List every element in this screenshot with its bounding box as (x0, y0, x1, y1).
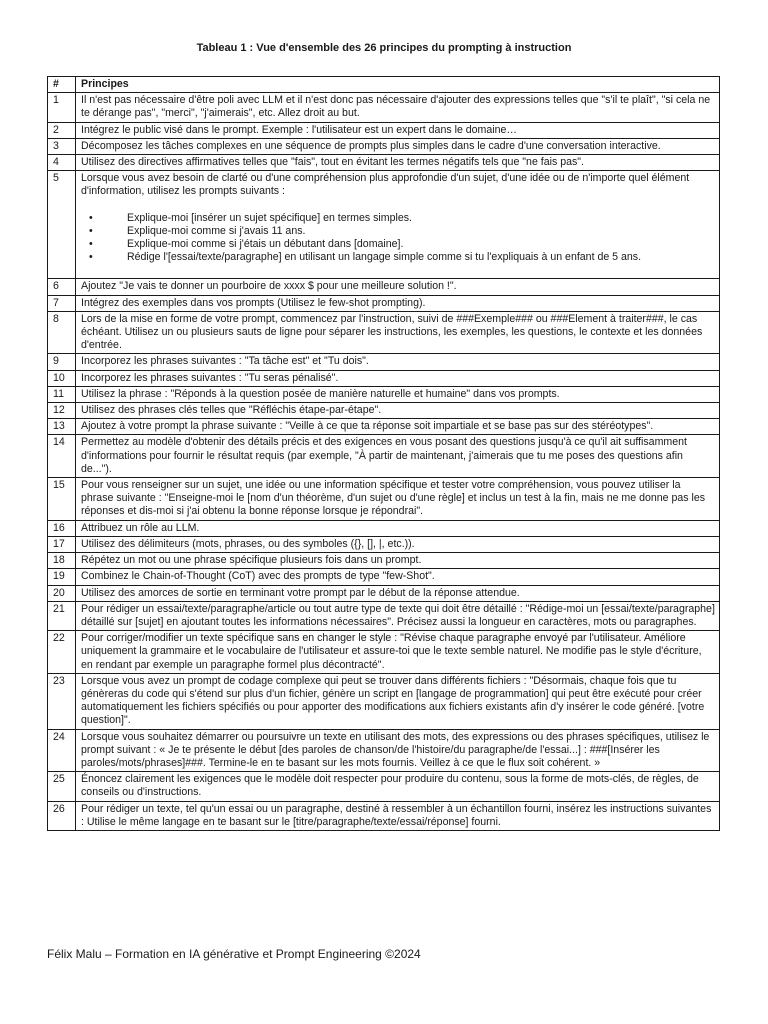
header-number: # (48, 77, 76, 93)
table-row (48, 601, 720, 630)
table-row (48, 772, 720, 801)
principle-text: Pour rédiger un essai/texte/paragraphe/article ou tout autre type de texte qui doit être détaillé : "Rédige-moi un [essai/texte/paragraphe] détaillé sur [sujet] en ajoutant toutes les informations nécessaires". Précisez aussi la longueur en caractères, mots ou paragraphes. (81, 602, 715, 628)
principle-text: Pour corriger/modifier un texte spécifique sans en changer le style : "Révise chaque paragraphe envoyé par l'utilisateur. Améliore uniquement la grammaire et le vocabulaire de l'utilisateur et assure-toi que le texte semble naturel. Ne modifie pas le style d'écriture, en rendant par exemple un paragraphe formel plus décontracté". (81, 632, 702, 671)
principle-text: Incorporez les phrases suivantes : "Ta tâche est" et "Tu dois". (81, 355, 369, 368)
table-title: Tableau 1 : Vue d'ensemble des 26 principes du prompting à instruction (196, 42, 572, 54)
table-row (48, 536, 720, 552)
principle-number: 18 (48, 553, 76, 569)
principle-number: 23 (48, 673, 76, 729)
principle-bullet-item: • Rédige l'[essai/texte/paragraphe] en utilisant un langage simple comme si tu l'expliquais à un enfant de 5 ans. (81, 251, 715, 264)
principle-number: 12 (48, 403, 76, 419)
principle-text: Ajoutez à votre prompt la phrase suivante : "Veille à ce que ta réponse soit impartiale et se base pas sur des stéréotypes". (81, 420, 654, 433)
principle-cell (76, 419, 720, 435)
principle-cell (76, 386, 720, 402)
table-row (48, 520, 720, 536)
table-row (48, 311, 720, 354)
principle-cell (76, 403, 720, 419)
principle-cell (76, 569, 720, 585)
table-header-row (48, 77, 720, 93)
principle-cell (76, 295, 720, 311)
table-row (48, 370, 720, 386)
principle-cell (76, 520, 720, 536)
principle-text: Utilisez des délimiteurs (mots, phrases, ou des symboles ({}, [], |, etc.)). (81, 537, 415, 550)
principle-bullet-item: • Explique-moi comme si j'avais 11 ans. (81, 225, 715, 238)
principle-cell (76, 354, 720, 370)
principle-number: 20 (48, 585, 76, 601)
principle-number: 14 (48, 435, 76, 478)
principle-number: 17 (48, 536, 76, 552)
principle-cell (76, 673, 720, 729)
principle-cell (76, 138, 720, 154)
table-row (48, 403, 720, 419)
table-row (48, 585, 720, 601)
principle-cell (76, 553, 720, 569)
table-row (48, 569, 720, 585)
table-row (48, 93, 720, 122)
principle-number: 15 (48, 478, 76, 521)
table-row (48, 279, 720, 295)
table-row (48, 419, 720, 435)
principle-text: Incorporez les phrases suivantes : "Tu seras pénalisé". (81, 371, 339, 384)
principle-text: Lorsque vous avez besoin de clarté ou d'une compréhension plus approfondie d'un sujet, d'une idée ou de n'importe quel élément d'information, utilisez les prompts suivants : (81, 172, 690, 198)
header-principles: Principes (76, 77, 720, 93)
principle-text: Pour rédiger un texte, tel qu'un essai ou un paragraphe, destiné à ressembler à un échantillon fourni, insérez les instructions suivantes : Utilise le même langage en te basant sur le [titre/paragraphe/texte/essai/réponse] fourni. (81, 802, 712, 828)
principle-cell (76, 311, 720, 354)
principle-number: 4 (48, 155, 76, 171)
table-body (48, 93, 720, 831)
principle-number: 5 (48, 171, 76, 279)
principle-text: Intégrez le public visé dans le prompt. Exemple : l'utilisateur est un expert dans le domaine… (81, 123, 518, 136)
principle-bullet-item: • Explique-moi comme si j'étais un débutant dans [domaine]. (81, 238, 715, 251)
principle-number: 8 (48, 311, 76, 354)
principle-number: 6 (48, 279, 76, 295)
table-row (48, 171, 720, 279)
principle-cell (76, 801, 720, 830)
principle-number: 2 (48, 122, 76, 138)
principle-number: 1 (48, 93, 76, 122)
table-row (48, 553, 720, 569)
principles-table (47, 76, 720, 831)
table-row (48, 155, 720, 171)
principle-cell (76, 585, 720, 601)
principle-text: Combinez le Chain-of-Thought (CoT) avec des prompts de type "few-Shot". (81, 570, 435, 583)
principle-number: 10 (48, 370, 76, 386)
principle-number: 19 (48, 569, 76, 585)
table-row (48, 122, 720, 138)
principle-text: Pour vous renseigner sur un sujet, une idée ou une information spécifique et tester votre compréhension, vous pouvez utiliser la phrase suivante : "Enseigne-moi le [nom d'un théorème, d'un sujet ou d'une règle] et inclus un test à la fin, mais ne me donne pas les réponses et dis-moi si j'ai obtenu la bonne réponse lorsque je répondrai". (81, 479, 706, 518)
principle-bullet-item: • Explique-moi [insérer un sujet spécifique] en termes simples. (81, 212, 715, 225)
principle-text: Lors de la mise en forme de votre prompt, commencez par l'instruction, suivi de ###Exemple### ou ###Element à traiter###, le cas échéant. Utilisez un ou plusieurs sauts de ligne pour séparer les instructions, les exemples, les questions, le contexte et les données d'entrée. (81, 312, 703, 352)
principle-cell (76, 729, 720, 772)
principle-text: Utilisez des phrases clés telles que "Réfléchis étape-par-étape". (81, 404, 382, 417)
principle-bullet-list (81, 212, 715, 265)
table-row (48, 435, 720, 478)
principle-number: 26 (48, 801, 76, 830)
table-row (48, 386, 720, 402)
principle-text: Permettez au modèle d'obtenir des détails précis et des exigences en vous posant des questions jusqu'à ce qu'il ait suffisamment d'informations pour fournir le résultat requis (par exemple, "À partir de maintenant, j'aimerais que tu me poses des questions afin de..."). (81, 436, 687, 475)
principle-text: Ajoutez "Je vais te donner un pourboire de xxxx $ pour une meilleure solution !". (81, 280, 457, 293)
table-row (48, 138, 720, 154)
principle-text: Utilisez des amorces de sortie en terminant votre prompt par le début de la réponse attendue. (81, 586, 520, 599)
principle-cell (76, 601, 720, 630)
table-row (48, 673, 720, 729)
principle-number: 13 (48, 419, 76, 435)
principle-cell (76, 155, 720, 171)
principle-cell (76, 370, 720, 386)
principle-cell (76, 171, 720, 279)
table-row (48, 801, 720, 830)
table-row (48, 478, 720, 521)
principle-text: Décomposez les tâches complexes en une séquence de prompts plus simples dans le cadre d'une conversation interactive. (81, 139, 661, 152)
principle-text: Énoncez clairement les exigences que le modèle doit respecter pour produire du contenu, sous la forme de mots-clés, de règles, de conseils ou d'instructions. (81, 773, 699, 799)
principle-number: 21 (48, 601, 76, 630)
principle-cell (76, 435, 720, 478)
principle-cell (76, 772, 720, 801)
principle-text: Intégrez des exemples dans vos prompts (Utilisez le few-shot prompting). (81, 296, 426, 309)
table-row (48, 729, 720, 772)
principle-text: Attribuez un rôle au LLM. (81, 521, 200, 534)
principle-text: Lorsque vous souhaitez démarrer ou poursuivre un texte en utilisant des mots, des expressions ou des phrases spécifiques, utilisez le prompt suivant : « Je te présente le début [des paroles de chanson/de l'histoire/du paragraphe/de l'essai...] : ###[Insérer les paroles/mots/phrases]###. Termine-le en te basant sur les mots fournis. Veillez à ce que le flux soit cohérent. » (81, 730, 710, 769)
principle-number: 25 (48, 772, 76, 801)
table-row (48, 631, 720, 674)
principle-cell (76, 631, 720, 674)
principle-cell (76, 279, 720, 295)
principle-cell (76, 478, 720, 521)
principle-text: Utilisez la phrase : "Réponds à la question posée de manière naturelle et humaine" dans vos prompts. (81, 387, 560, 400)
principle-cell (76, 122, 720, 138)
principle-text: Lorsque vous avez un prompt de codage complexe qui peut se trouver dans différents fichiers : "Désormais, chaque fois que tu génèreras du code qui s'étend sur plus d'un fichier, génère un script en [langage de programmation] qui peut être exécuté pour créer automatiquement les fichiers spécifiés ou pour apporter des modifications aux fichiers existants afin d'y insérer le code généré. [votre question]". (81, 674, 705, 727)
principle-number: 9 (48, 354, 76, 370)
table-row (48, 354, 720, 370)
principle-text: Utilisez des directives affirmatives telles que "fais", tout en évitant les termes négatifs tels que "ne fais pas". (81, 156, 584, 169)
principle-number: 22 (48, 631, 76, 674)
principle-cell (76, 93, 720, 122)
principle-cell (76, 536, 720, 552)
principle-number: 11 (48, 386, 76, 402)
principle-number: 16 (48, 520, 76, 536)
principle-number: 7 (48, 295, 76, 311)
footer-text: Félix Malu – Formation en IA générative et Prompt Engineering ©2024 (47, 947, 421, 961)
principle-text: Répétez un mot ou une phrase spécifique plusieurs fois dans un prompt. (81, 554, 422, 567)
table-row (48, 295, 720, 311)
principle-number: 3 (48, 138, 76, 154)
principle-number: 24 (48, 729, 76, 772)
principle-text: Il n'est pas nécessaire d'être poli avec LLM et il n'est donc pas nécessaire d'ajouter des expressions telles que "s'il te plaît", "si cela ne te dérange pas", "merci", "j'aimerais", etc. Allez droit au but. (81, 94, 711, 120)
